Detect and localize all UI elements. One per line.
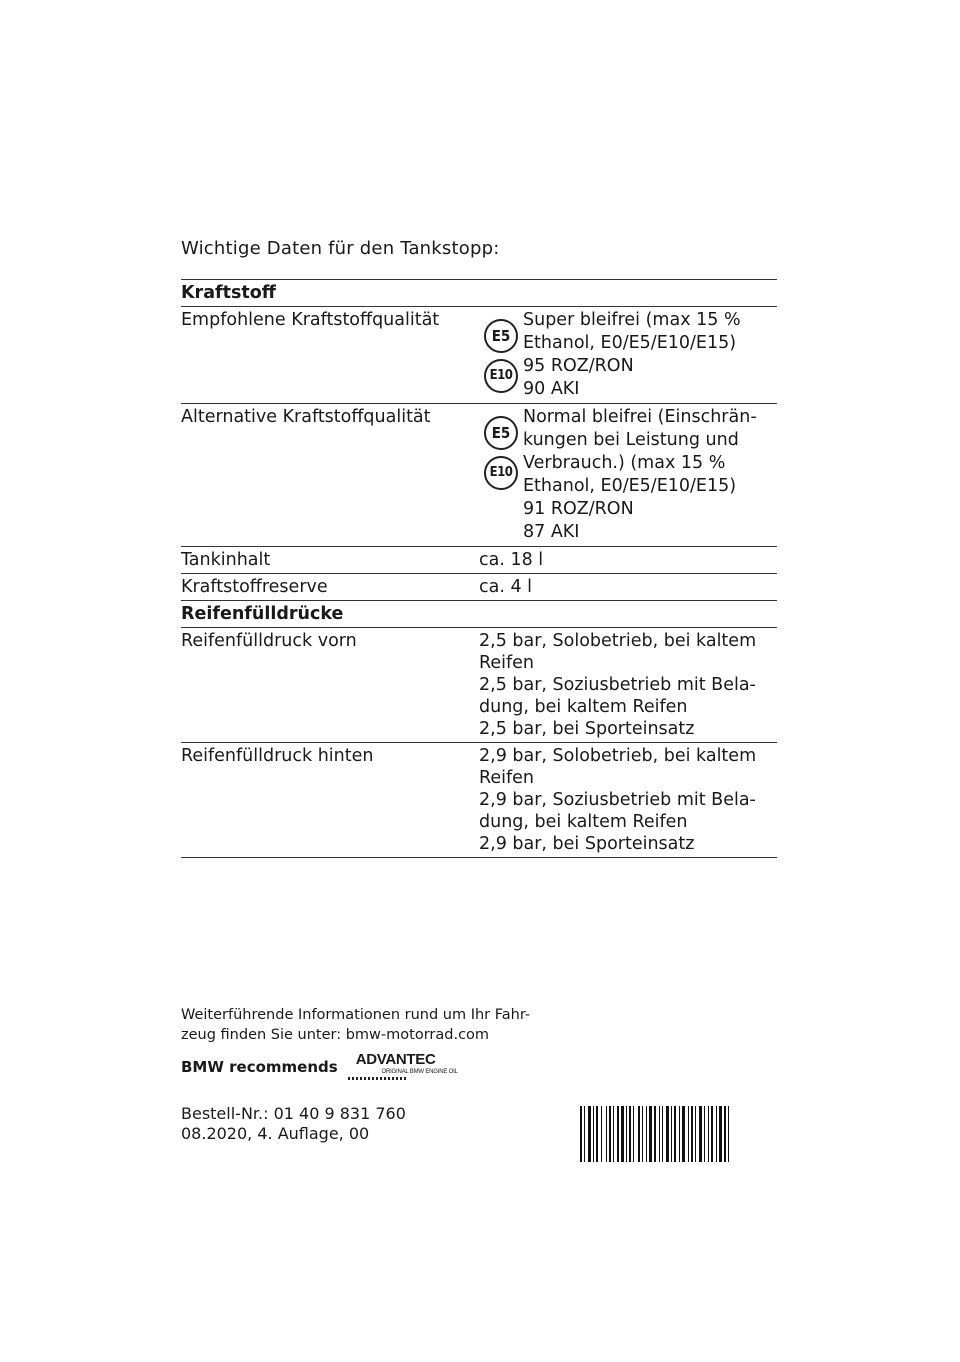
front-tyre-line: Reifen: [479, 653, 535, 673]
alternative-fuel-line: Normal bleifrei (Einschrän-: [523, 407, 757, 427]
alternative-fuel-label: Alternative Kraftstoffqualität: [181, 407, 431, 427]
recommended-fuel-label: Empfohlene Kraftstoffqualität: [181, 310, 440, 330]
recommended-fuel-line: Ethanol, E0/E5/E10/E15): [523, 333, 737, 353]
bmw-recommends-label: BMW recommends: [181, 1058, 338, 1076]
front-tyre-line: 2,5 bar, Soziusbetrieb mit Bela-: [479, 675, 756, 695]
page-title: Wichtige Daten für den Tankstopp:: [181, 238, 500, 259]
recommended-fuel-line: Super bleifrei (max 15 %: [523, 310, 741, 330]
tank-capacity-label: Tankinhalt: [181, 550, 271, 570]
row-recommended-fuel: [181, 306, 777, 403]
advantec-logo-subtitle: ORIGINAL BMW ENGINE OIL: [381, 1069, 458, 1075]
row-alternative-fuel: [181, 403, 777, 546]
alternative-fuel-line: kungen bei Leistung und: [523, 430, 739, 450]
row-fuel-reserve: [181, 573, 777, 600]
recommended-fuel-line: 90 AKI: [523, 379, 580, 399]
e10-badge-icon: E10: [484, 456, 518, 490]
fuel-reserve-label: Kraftstoffreserve: [181, 577, 328, 597]
section-fuel: [181, 279, 777, 306]
order-info: [181, 1104, 406, 1144]
rear-tyre-line: Reifen: [479, 768, 535, 788]
section-fuel-label: Kraftstoff: [181, 283, 276, 303]
front-tyre-line: 2,5 bar, bei Sporteinsatz: [479, 719, 695, 739]
alternative-fuel-line: 87 AKI: [523, 522, 580, 542]
advantec-logo: [348, 1052, 458, 1080]
alternative-fuel-line: Ethanol, E0/E5/E10/E15): [523, 476, 737, 496]
recommended-fuel-line: 95 ROZ/RON: [523, 356, 634, 376]
more-info-line: zeug finden Sie unter: bmw-motorrad.com: [181, 1027, 490, 1043]
row-front-tyre: [181, 627, 777, 742]
front-tyre-label: Reifenfülldruck vorn: [181, 631, 357, 651]
front-tyre-line: dung, bei kaltem Reifen: [479, 697, 688, 717]
data-table: [181, 279, 777, 858]
fuel-reserve-value: ca. 4 l: [479, 577, 533, 597]
advantec-logo-text: ADVANTEC: [355, 1051, 436, 1068]
barcode-icon: [580, 1106, 777, 1162]
row-rear-tyre: [181, 742, 777, 858]
rear-tyre-line: dung, bei kaltem Reifen: [479, 812, 688, 832]
front-tyre-line: 2,5 bar, Solobetrieb, bei kaltem: [479, 631, 757, 651]
more-info-text: [181, 1005, 530, 1045]
edition-info: 08.2020, 4. Auflage, 00: [181, 1124, 370, 1143]
order-number: Bestell-Nr.: 01 40 9 831 760: [181, 1104, 406, 1123]
section-tyres: [181, 600, 777, 627]
e10-badge-icon: E10: [484, 359, 518, 393]
rear-tyre-line: 2,9 bar, Solobetrieb, bei kaltem: [479, 746, 757, 766]
rear-tyre-label: Reifenfülldruck hinten: [181, 746, 374, 766]
more-info-line: Weiterführende Informationen rund um Ihr Fahr-: [181, 1007, 531, 1023]
e5-badge-icon: E5: [484, 319, 518, 353]
tank-capacity-value: ca. 18 l: [479, 550, 544, 570]
alternative-fuel-line: Verbrauch.) (max 15 %: [523, 453, 726, 473]
bmw-recommends: [181, 1052, 458, 1080]
rear-tyre-line: 2,9 bar, Soziusbetrieb mit Bela-: [479, 790, 756, 810]
alternative-fuel-line: 91 ROZ/RON: [523, 499, 634, 519]
section-tyres-label: Reifenfülldrücke: [181, 604, 344, 624]
advantec-logo-stripe: [348, 1077, 408, 1080]
e5-badge-icon: E5: [484, 416, 518, 450]
row-tank-capacity: [181, 546, 777, 573]
rear-tyre-line: 2,9 bar, bei Sporteinsatz: [479, 834, 695, 854]
